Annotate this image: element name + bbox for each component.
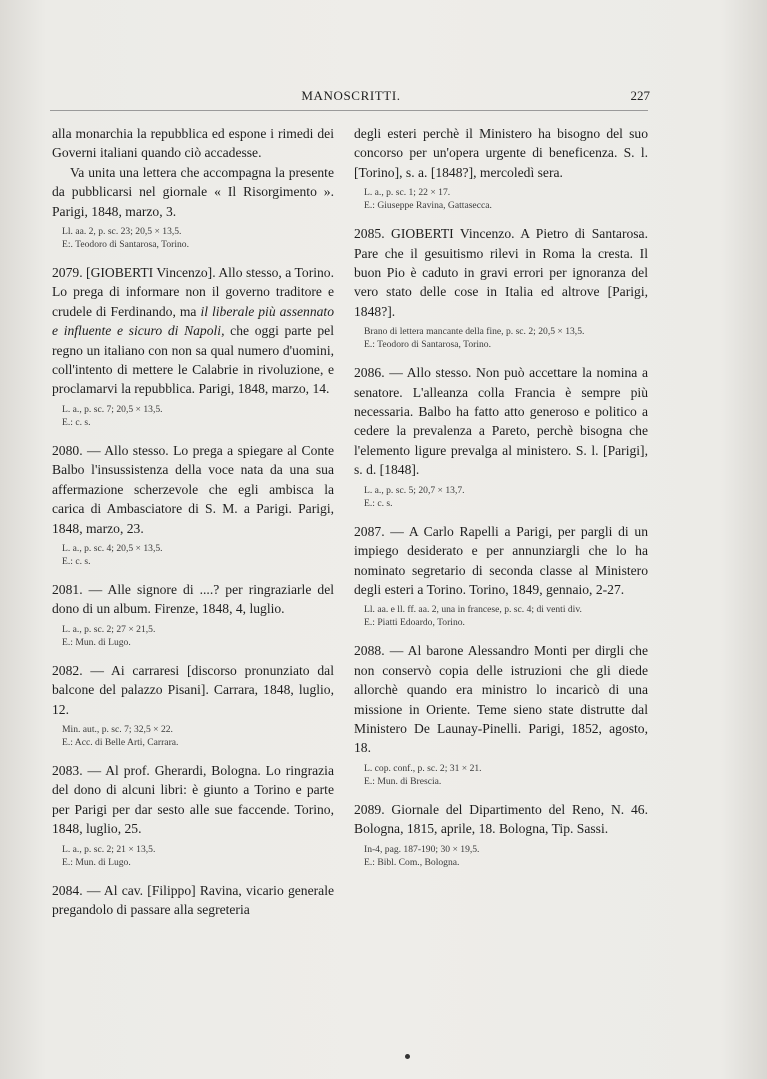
entry-text-part: 2079. [GIOBERTI Vincenzo]. Allo stesso, a Torino. Lo prega di informare non il governo traditore e crudele di Ferdinando, ma xyxy=(52,265,334,319)
header-rule xyxy=(50,110,648,111)
entry-meta xyxy=(364,325,648,351)
entry-meta xyxy=(364,603,648,629)
entry-description: L. a., p. sc. 4; 20,5 × 13,5. xyxy=(62,542,163,554)
entry-text: 2081. — Alle signore di ....? per ringraziarle del dono di un album. Firenze, 1848, 4, luglio. xyxy=(52,581,334,617)
entry-description: In-4, pag. 187-190; 30 × 19,5. xyxy=(364,843,480,855)
entry-text xyxy=(52,263,334,399)
entry-description: Ll. aa. 2, p. sc. 23; 20,5 × 13,5. xyxy=(62,226,182,238)
entry-location: E.: Acc. di Belle Arti, Carrara. xyxy=(62,736,179,748)
entry-location: E.: Giuseppe Ravina, Gattasecca. xyxy=(364,200,492,212)
entry-description: Ll. aa. e ll. ff. aa. 2, una in francese, p. sc. 4; di venti div. xyxy=(364,604,582,616)
left-column xyxy=(52,124,334,931)
entry-description: L. a., p. sc. 7; 20,5 × 13,5. xyxy=(62,403,163,415)
entry-2082 xyxy=(52,661,334,749)
entry-location: E.: c. s. xyxy=(364,497,393,509)
entry-meta xyxy=(364,843,648,869)
entry-text: 2084. — Al cav. [Filippo] Ravina, vicario generale pregandolo di passare alla segreteria xyxy=(52,882,334,917)
entry-description: L. a., p. sc. 2; 27 × 21,5. xyxy=(62,623,156,635)
entry-text: 2088. — Al barone Alessandro Monti per dirgli che non conservò copia delle istruzioni che gli diede allorchè quando era ministro lo incaricò di una missione in Oriente. Teme sieno state distrutte dal Ministero De Launay-Pinelli. Parigi, 1852, agosto, 18. xyxy=(354,643,648,756)
entry-description: Brano di lettera mancante della fine, p. sc. 2; 20,5 × 13,5. xyxy=(364,326,585,338)
entry-location: E.: Mun. di Lugo. xyxy=(62,856,131,868)
entry-description: Min. aut., p. sc. 7; 32,5 × 22. xyxy=(62,723,173,735)
entry-2080 xyxy=(52,441,334,568)
entry-location: E.: c. s. xyxy=(62,555,91,567)
entry-location: E.: Mun. di Lugo. xyxy=(62,636,131,648)
entry-text: degli esteri perchè il Ministero ha bisogno del suo concorso per un'opera urgente di beneficenza. S. l. [Torino], s. a. [1848?], mercoledì sera. xyxy=(354,126,648,180)
entry-description: L. a., p. sc. 1; 22 × 17. xyxy=(364,187,451,199)
page-number: 227 xyxy=(630,88,650,103)
entry-2088 xyxy=(354,641,648,787)
entry-text: 2083. — Al prof. Gherardi, Bologna. Lo ringrazia del dono di alcuni libri: è giunto a Torino e parte per Parigi per dar sesto alle sue faccende. Torino, 1848, luglio, 25. xyxy=(52,762,334,837)
entry-text: 2086. — Allo stesso. Non può accettare la nomina a senatore. L'alleanza colla Francia è sempre più necessaria. Balbo ha fatto atto generoso e politico a cedere la prevalenza a Pareto, perchè bisogna che l'elemento ligure prevalga al ministero. S. l. [Parigi], s. d. [1848]. xyxy=(354,365,648,478)
entry-2079 xyxy=(52,263,334,429)
page-header xyxy=(52,86,650,106)
entry-meta xyxy=(364,186,648,212)
entry-location: E.: Mun. di Brescia. xyxy=(364,775,442,787)
entry-meta xyxy=(62,403,334,429)
entry-2086 xyxy=(354,363,648,509)
entry-text-italic: il liberale più assennato e influente e sicuro di Napoli, xyxy=(52,303,334,339)
entry-meta xyxy=(62,623,334,649)
entry-meta xyxy=(364,484,648,510)
right-column xyxy=(354,124,648,881)
entry-text: 2082. — Ai carraresi [discorso pronunziato dal balcone del palazzo Pisani]. Carrara, 1848, luglio, 12. xyxy=(52,662,334,717)
entry-meta xyxy=(62,843,334,869)
entry-location: E.: Bibl. Com., Bologna. xyxy=(364,856,460,868)
entry-2087 xyxy=(354,522,648,630)
ink-dot xyxy=(405,1054,410,1059)
entry-2081 xyxy=(52,580,334,649)
entry-text: 2085. GIOBERTI Vincenzo. A Pietro di Santarosa. Pare che il gesuitismo rilevi in Roma la cresta. Il buon Pio è caduto in gravi errori per ignoranza del vero stato delle cose in Italia ed altrove [Parigi, 1848?]. xyxy=(354,226,648,319)
entry-continuation-left xyxy=(52,124,334,251)
entry-description: L. a., p. sc. 5; 20,7 × 13,7. xyxy=(364,484,465,496)
entry-description: L. a., p. sc. 2; 21 × 13,5. xyxy=(62,843,156,855)
entry-text: 2087. — A Carlo Rapelli a Parigi, per pargli di un impiego desiderato e per annunziargli che lo ha nominato segretario di seconda classe al Ministero degli esteri a Torino. Torino, 1849, gennaio, 2-27. xyxy=(354,523,648,597)
entry-location: E.: Piatti Edoardo, Torino. xyxy=(364,617,465,629)
running-title: MANOSCRITTI. xyxy=(301,88,401,103)
entry-description: L. cop. conf., p. sc. 2; 31 × 21. xyxy=(364,762,482,774)
entry-text: 2089. Giornale del Dipartimento del Reno, N. 46. Bologna, 1815, aprile, 18. Bologna, Tip. Sassi. xyxy=(354,801,648,837)
entry-2084-continuation xyxy=(354,124,648,212)
entry-meta xyxy=(62,542,334,568)
entry-location: E.: Teodoro di Santarosa, Torino. xyxy=(364,339,491,351)
entry-2083 xyxy=(52,761,334,869)
entry-text: Va unita una lettera che accompagna la presente da pubblicarsi nel giornale « Il Risorgimento ». Parigi, 1848, marzo, 3. xyxy=(52,164,334,219)
entry-text: 2080. — Allo stesso. Lo prega a spiegare al Conte Balbo l'insussistenza della voce nata da una sua affermazione scherzevole che egli ambisca la carica di Ambasciatore di S. M. a Parigi. Parigi, 1848, marzo, 23. xyxy=(52,442,334,536)
entry-location: E.: c. s. xyxy=(62,416,91,428)
entry-2085 xyxy=(354,224,648,351)
entry-2084 xyxy=(52,881,334,920)
entry-2089 xyxy=(354,800,648,869)
entry-meta xyxy=(62,723,334,749)
entry-meta xyxy=(62,225,334,251)
entry-location: E:. Teodoro di Santarosa, Torino. xyxy=(62,239,189,251)
entry-text: alla monarchia la repubblica ed espone i rimedi dei Governi italiani quando ciò accadesse. xyxy=(52,126,334,161)
entry-meta xyxy=(364,762,648,788)
entry-text-part: che oggi parte pel regno un italiano con non sa qual numero d'uomini, coll'intento di mettere le Calabrie in rivoluzione, e proclamarvi la repubblica. Parigi, 1848, marzo, 14. xyxy=(52,323,334,397)
